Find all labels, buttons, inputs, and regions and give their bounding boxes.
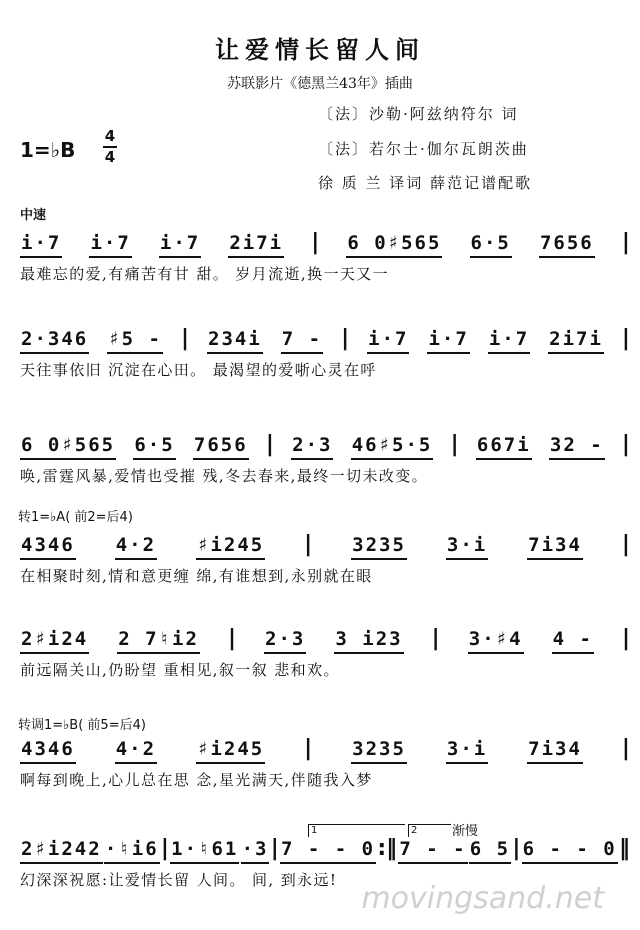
composer-credit: 〔法〕若尔士·伽尔瓦朗茨曲 (318, 140, 529, 158)
note-group: i·7 (20, 231, 62, 258)
score-line (0, 426, 640, 496)
note-group: 4346 (20, 737, 76, 764)
note-group: ·♮i6 (104, 837, 160, 864)
lyric-line: 前远隔关山,仍盼望 重相见,叙一叙 悲和欢。 (20, 661, 340, 679)
note-group: 7656 (193, 433, 249, 460)
notation-row (20, 730, 630, 764)
notation-row (20, 620, 630, 654)
bar-line: ‖ (618, 836, 630, 861)
bar-line: | (621, 532, 630, 557)
time-signature-bottom: 4 (104, 148, 116, 166)
lyric-line: 幻深深祝愿:让爱情长留 人间。 间, 到永远! (20, 871, 338, 889)
note-group: 3235 (351, 737, 407, 764)
note-group: 1·♮61 (170, 837, 239, 864)
lyric-line: 在相聚时刻,情和意更缠 绵,有谁想到,永别就在眼 (20, 567, 373, 585)
second-ending-bracket: 2 (408, 824, 451, 837)
note-group: i·7 (159, 231, 201, 258)
bar-line: | (621, 432, 630, 457)
note-group: 2♯i24 (20, 627, 89, 654)
lyricist-credit: 〔法〕沙勒·阿兹纳符尔 词 (318, 105, 519, 123)
notation-row (20, 426, 630, 460)
note-group: 6·5 (133, 433, 175, 460)
note-group: 2·346 (20, 327, 89, 354)
note-group: i·7 (488, 327, 530, 354)
bar-line: | (621, 326, 630, 351)
note-group: 3235 (351, 533, 407, 560)
bar-line: | (270, 836, 279, 861)
bar-line: | (431, 626, 440, 651)
modulation-marking-1: 转1=♭A( 前2=后4) (18, 510, 133, 525)
score-line (0, 224, 640, 294)
score-line (0, 620, 640, 690)
note-group: 7656 (539, 231, 595, 258)
note-group: 6 - - 0 (522, 837, 618, 864)
bar-line: | (621, 230, 630, 255)
song-title: 让爱情长留人间 (215, 35, 425, 64)
note-group: ♯i245 (196, 533, 265, 560)
bar-line: | (227, 626, 236, 651)
bar-line: | (341, 326, 350, 351)
note-group: 6 5 (469, 837, 511, 864)
note-group: 6 0♯565 (20, 433, 116, 460)
note-group: 2·3 (291, 433, 333, 460)
note-group: 2i7i (548, 327, 604, 354)
note-group: 667i (476, 433, 532, 460)
watermark: movingsand.net (361, 881, 604, 916)
bar-line: | (304, 532, 313, 557)
note-group: 3 i23 (334, 627, 403, 654)
note-group: 7 - - 0 (280, 837, 376, 864)
note-group: ♯i245 (196, 737, 265, 764)
lyric-line: 天往事依旧 沉淀在心田。 最渴望的爱哳心灵在呼 (20, 361, 377, 379)
bar-line: | (621, 626, 630, 651)
lyric-line: 啊每到晚上,心儿总在思 念,星光满天,伴随我入梦 (20, 771, 373, 789)
tempo-marking: 中速 (20, 208, 47, 223)
note-group: 4 - (552, 627, 594, 654)
bar-line: | (311, 230, 320, 255)
note-group: 2·3 (264, 627, 306, 654)
bar-line: | (265, 432, 274, 457)
bar-line: | (180, 326, 190, 351)
score-line (0, 730, 640, 800)
note-group: i·7 (367, 327, 409, 354)
score-line (0, 320, 640, 390)
lyric-line: 最难忘的爱,有痛苦有甘 甜。 岁月流逝,换一天又一 (20, 265, 390, 283)
note-group: 2♯i242 (20, 837, 103, 864)
bar-line: | (450, 432, 459, 457)
modulation-marking-2: 转调1=♭B( 前5=后4) (18, 718, 146, 733)
bar-line: | (621, 736, 630, 761)
note-group: 3·i (446, 737, 488, 764)
note-group: 32 - (549, 433, 605, 460)
note-group: 7 - - (398, 837, 467, 864)
note-group: 7 - (281, 327, 323, 354)
note-group: 7i34 (527, 737, 583, 764)
score-line (0, 526, 640, 596)
bar-line: | (304, 736, 313, 761)
note-group: 4346 (20, 533, 76, 560)
note-group: 6·5 (470, 231, 512, 258)
bar-line: | (160, 836, 169, 861)
note-group: 6 0♯565 (346, 231, 442, 258)
bar-line: :‖ (377, 836, 398, 861)
note-group: 3·♯4 (468, 627, 524, 654)
note-group: ·3 (241, 837, 270, 864)
note-group: 2 7♮i2 (117, 627, 200, 654)
song-subtitle: 苏联影片《德黑兰43年》插曲 (227, 76, 413, 92)
notation-row (20, 224, 630, 258)
note-group: i·7 (427, 327, 469, 354)
notation-row (20, 526, 630, 560)
note-group: 7i34 (527, 533, 583, 560)
note-group: 4·2 (115, 533, 157, 560)
note-group: 4·2 (115, 737, 157, 764)
note-group: 46♯5·5 (351, 433, 434, 460)
note-group: ♯5 - (107, 327, 163, 354)
time-signature (100, 127, 120, 167)
lyric-line: 唤,雷霆风暴,爱情也受摧 残,冬去春来,最终一切未改变。 (20, 467, 429, 485)
note-group: 2i7i (228, 231, 284, 258)
time-signature-top: 4 (104, 127, 116, 145)
note-group: 3·i (446, 533, 488, 560)
note-group: i·7 (89, 231, 131, 258)
dynamics-marking: 渐慢 (452, 824, 479, 839)
key-signature: 1=♭B (20, 138, 76, 162)
bar-line: | (512, 836, 521, 861)
first-ending-bracket: 1 (308, 824, 405, 837)
note-group: 234i (207, 327, 263, 354)
notation-row (20, 320, 630, 354)
translator-credit: 徐 质 兰 译词 薛范记谱配歌 (318, 174, 533, 192)
